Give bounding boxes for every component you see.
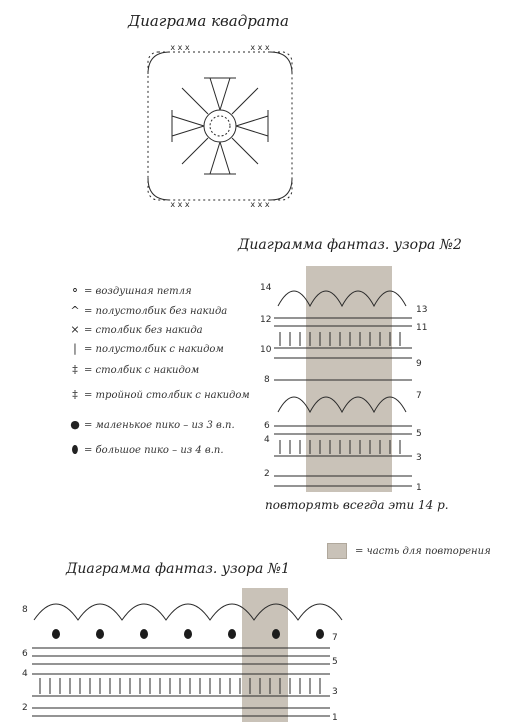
pattern2-row-label: 7 [416, 391, 422, 401]
svg-text:x x x: x x x [250, 44, 270, 52]
pattern2-row-label: 4 [264, 435, 270, 445]
pattern1-row-label: 8 [22, 605, 28, 615]
pattern2-row-label: 12 [260, 315, 272, 325]
pattern1-row-label: 2 [22, 703, 28, 713]
svg-text:x x x: x x x [250, 200, 270, 209]
pattern2-row-label: 8 [264, 375, 270, 385]
double-crochet-icon: ‡ [72, 363, 78, 376]
legend-row-large-picot: ⬮ = большое пико – из 4 в.п. [68, 443, 224, 457]
square-diagram-title: Диаграма квадрата [128, 12, 289, 30]
small-picot-icon: ● [70, 418, 80, 431]
legend-row-treble-crochet: ‡ = тройной столбик с накидом [68, 388, 250, 402]
repeat-swatch [327, 543, 347, 559]
large-picot-icon: ⬮ [71, 443, 79, 456]
half-double-icon: | [73, 342, 77, 355]
pattern2-row-label: 5 [416, 429, 422, 439]
pattern2-diagram [256, 262, 436, 494]
pattern2-row-label: 13 [416, 305, 428, 315]
pattern1-row-label: 4 [22, 669, 28, 679]
legend-row-chain: ⚬ = воздушная петля [68, 284, 192, 298]
pattern2-row-label: 6 [264, 421, 270, 431]
pattern2-row-label: 9 [416, 359, 422, 369]
pattern1-row-label: 7 [332, 633, 338, 643]
slip-stitch-icon: ^ [70, 304, 80, 317]
pattern2-row-label: 14 [260, 283, 272, 293]
svg-text:x x x: x x x [170, 44, 190, 52]
legend-row-small-picot: ● = маленькое пико – из 3 в.п. [68, 418, 235, 432]
pattern2-repeat-shade [306, 266, 392, 492]
pattern1-diagram-title: Диаграмма фантаз. узора №1 [66, 561, 290, 577]
single-crochet-icon: × [70, 323, 80, 336]
pattern2-row-label: 2 [264, 469, 270, 479]
legend-row-single-crochet: × = столбик без накида [68, 323, 203, 337]
pattern2-row-label: 10 [260, 345, 272, 355]
pattern1-row-label: 3 [332, 687, 338, 697]
legend-row-slip-stitch: ^ = полустолбик без накида [68, 304, 227, 318]
svg-text:x x x: x x x [170, 200, 190, 209]
pattern2-diagram-title: Диаграмма фантаз. узора №2 [238, 237, 462, 253]
pattern2-row-label: 1 [416, 483, 422, 493]
repeat-note: повторять всегда эти 14 р. [265, 498, 449, 512]
pattern1-row-label: 5 [332, 657, 338, 667]
chain-icon: ⚬ [70, 284, 80, 297]
repeat-part-legend: = часть для повторения [327, 543, 491, 559]
pattern2-row-label: 11 [416, 323, 428, 333]
square-diagram [140, 44, 300, 209]
legend-row-half-double: | = полустолбик с накидом [68, 342, 224, 356]
pattern1-row-label: 1 [332, 713, 338, 723]
pattern1-diagram [20, 584, 350, 724]
pattern1-row-label: 6 [22, 649, 28, 659]
treble-crochet-icon: ‡ [72, 388, 78, 401]
legend-row-double-crochet: ‡ = столбик с накидом [68, 363, 199, 377]
pattern2-row-label: 3 [416, 453, 422, 463]
